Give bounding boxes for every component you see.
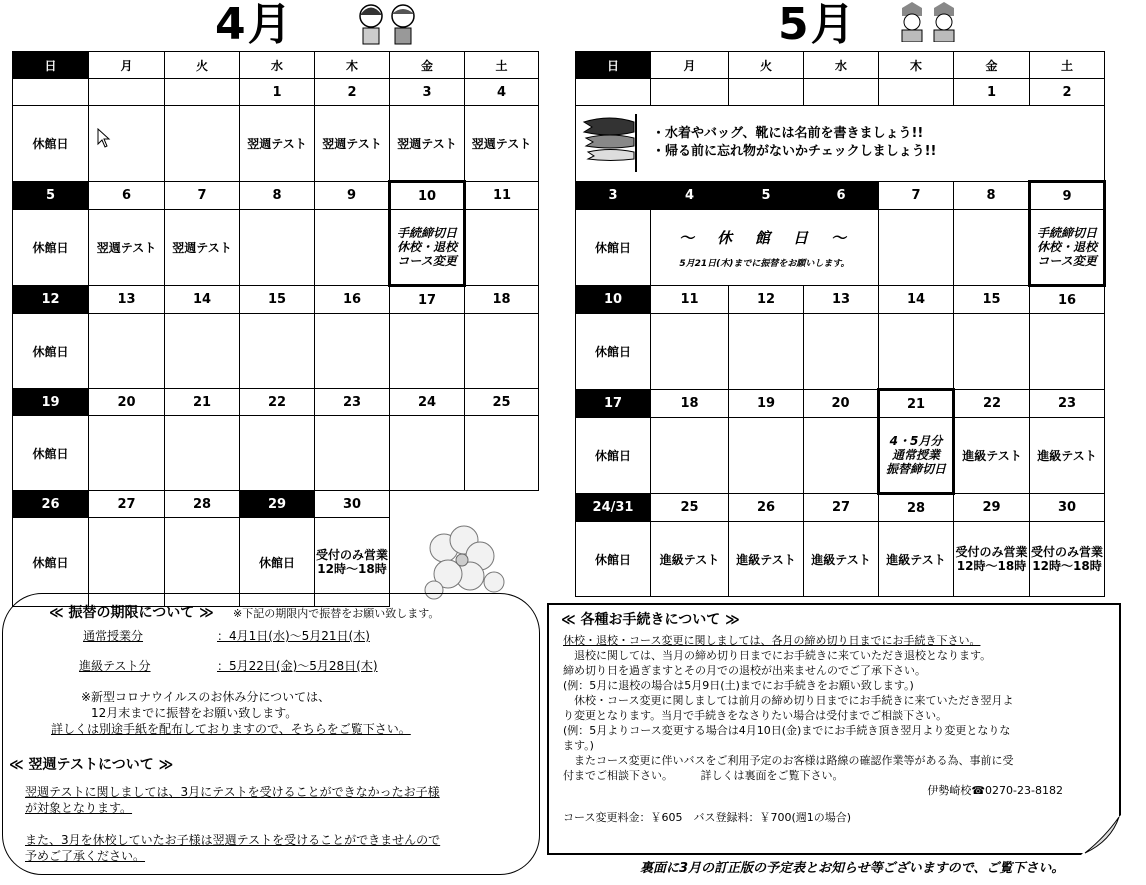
date-row	[576, 182, 1105, 210]
day-content: 進級テスト	[1030, 418, 1105, 494]
date-cell	[804, 79, 879, 106]
date-cell: 15	[954, 286, 1030, 314]
day-content: 休館日	[13, 416, 89, 491]
date-cell: 28	[879, 494, 954, 522]
day-content: 休館日	[576, 522, 651, 597]
flower-illustration-icon	[414, 518, 514, 604]
deadline-content: 4・5月分 通常授業 振替締切日	[879, 418, 954, 494]
row1-value: ：4月1日(水)～5月21日(木)	[217, 629, 370, 643]
test-note: また、3月を休校していたお子様は翌週テストを受けることができませんので	[25, 833, 441, 847]
date-cell: 11	[651, 286, 729, 314]
day-content: 休館日	[576, 210, 651, 286]
date-cell: 15	[240, 286, 315, 314]
procedure-line: 休校・退校・コース変更に関しましては、各月の締め切り日までにお手続き下さい。	[563, 634, 981, 647]
date-cell: 14	[879, 286, 954, 314]
day-content	[804, 418, 879, 494]
weekday-cell: 月	[651, 52, 729, 79]
empty-cell	[390, 491, 465, 518]
date-cell: 6	[804, 182, 879, 210]
weekday-cell: 木	[879, 52, 954, 79]
day-content: 休館日	[576, 314, 651, 390]
procedure-line: 付までご相談下さい。 詳しくは裏面をご覧下さい。	[563, 769, 844, 782]
day-content	[954, 210, 1030, 286]
day-content	[165, 314, 240, 389]
date-cell: 9	[1030, 182, 1105, 210]
day-content: 休館日	[576, 418, 651, 494]
deadline-content: 手続締切日 休校・退校 コース変更	[1030, 210, 1105, 286]
day-content: 翌週テスト	[390, 106, 465, 182]
date-cell: 29	[954, 494, 1030, 522]
date-cell: 8	[954, 182, 1030, 210]
date-cell: 5	[13, 182, 89, 210]
date-cell: 27	[89, 491, 165, 518]
content-row	[13, 314, 539, 389]
date-cell: 27	[804, 494, 879, 522]
procedure-line: 退校に関しては、当月の締め切り日までにお手続きに来ていただき退校となります。	[563, 649, 992, 662]
date-cell: 14	[165, 286, 240, 314]
date-cell: 11	[465, 182, 539, 210]
weekday-cell: 月	[89, 52, 165, 79]
date-cell: 12	[13, 286, 89, 314]
day-content	[89, 416, 165, 491]
procedure-line: ます。)	[563, 739, 594, 752]
date-row	[13, 491, 539, 518]
day-content: 翌週テスト	[315, 106, 390, 182]
date-cell: 13	[89, 286, 165, 314]
day-content	[165, 416, 240, 491]
date-cell: 9	[315, 182, 390, 210]
procedure-box	[547, 603, 1121, 855]
day-content: 休館日	[13, 314, 89, 389]
day-content	[240, 210, 315, 286]
date-cell: 10	[390, 182, 465, 210]
date-cell: 1	[240, 79, 315, 106]
fees-line: コース変更料金：￥605 バス登録料：￥700(週1の場合)	[563, 811, 852, 824]
date-cell: 5	[729, 182, 804, 210]
procedure-line: (例：5月よりコース変更する場合は4月10日(金)までにお手続き頂き翌月より変更となりな	[563, 724, 1011, 737]
day-content	[729, 314, 804, 390]
date-cell	[729, 79, 804, 106]
makeup-heading: ≪ 振替の期限について ≫	[49, 605, 214, 621]
procedure-line: またコース変更に伴いバスをご利用予定のお客様は路線の確認作業等がある為、事前に受	[563, 754, 1014, 767]
date-cell: 21	[879, 390, 954, 418]
day-content	[651, 418, 729, 494]
day-content	[879, 314, 954, 390]
day-content: 休館日	[13, 106, 89, 182]
date-cell: 16	[315, 286, 390, 314]
date-cell: 19	[729, 390, 804, 418]
test-heading: ≪ 翌週テストについて ≫	[9, 757, 174, 773]
notice-line: ・帰る前に忘れ物がないかチェックしましょう!!	[652, 144, 937, 159]
date-cell: 1	[954, 79, 1030, 106]
date-cell	[651, 79, 729, 106]
day-content	[240, 416, 315, 491]
may-calendar	[575, 51, 1106, 597]
may-title: 5月	[778, 0, 857, 50]
day-content	[729, 418, 804, 494]
date-cell: 28	[165, 491, 240, 518]
content-row	[13, 106, 539, 182]
notice-line: ・水着やバッグ、靴には名前を書きましょう!!	[652, 126, 924, 141]
day-content: 休館日	[240, 518, 315, 607]
may-weekday-row	[576, 52, 1105, 79]
day-content: 進級テスト	[879, 522, 954, 597]
day-content	[465, 210, 539, 286]
date-cell: 29	[240, 491, 315, 518]
children-illustration-icon	[355, 2, 421, 50]
weekday-cell: 日	[13, 52, 89, 79]
day-content	[89, 106, 165, 182]
date-cell: 17	[390, 286, 465, 314]
date-cell: 20	[89, 389, 165, 416]
page-curl-icon	[1081, 815, 1121, 855]
content-row	[576, 210, 1105, 286]
date-row	[13, 182, 539, 210]
day-content	[954, 314, 1030, 390]
day-content: 休館日	[13, 210, 89, 286]
procedure-heading: ≪ 各種お手続きについて ≫	[561, 612, 740, 628]
day-content: 翌週テスト	[89, 210, 165, 286]
date-cell: 18	[651, 390, 729, 418]
row2-value: ：5月22日(金)～5月28日(木)	[217, 659, 378, 673]
day-content	[1030, 314, 1105, 390]
date-cell: 4	[465, 79, 539, 106]
content-row	[576, 522, 1105, 597]
test-note: 予めご了承ください。	[25, 849, 146, 863]
test-note: が対象となります。	[25, 801, 133, 815]
day-content: 翌週テスト	[465, 106, 539, 182]
weekday-cell: 土	[465, 52, 539, 79]
content-row	[576, 418, 1105, 494]
date-cell: 6	[89, 182, 165, 210]
empty-cell	[465, 491, 539, 518]
day-content: 休館日	[13, 518, 89, 607]
procedure-line: (例：5月に退校の場合は5月9日(土)までにお手続きをお願い致します。)	[563, 679, 914, 692]
april-calendar	[12, 51, 539, 607]
date-cell: 25	[465, 389, 539, 416]
date-cell: 7	[165, 182, 240, 210]
carp-streamer-icon	[580, 112, 646, 174]
date-cell: 21	[165, 389, 240, 416]
day-content: 進級テスト	[651, 522, 729, 597]
notice-cell	[576, 106, 1105, 182]
corona-note: 詳しくは別途手紙を配布しておりますので、そちらをご覧下さい。	[51, 722, 411, 736]
date-cell: 10	[576, 286, 651, 314]
closed-period-cell	[651, 210, 879, 286]
procedure-line: り変更となります。当月で手続きをなさりたい場合は受付までご相談下さい。	[563, 709, 948, 722]
procedure-line: 締め切り日を過ぎますとその月での退校が出来ませんのでご了承下さい。	[563, 664, 926, 677]
date-cell	[576, 79, 651, 106]
dolls-illustration-icon	[898, 2, 960, 46]
date-cell: 30	[315, 491, 390, 518]
footer-note: 裏面に3月の訂正版の予定表とお知らせ等ございますので、ご覧下さい。	[640, 861, 1065, 876]
deadline-content: 手続締切日 休校・退校 コース変更	[390, 210, 465, 286]
date-cell: 2	[315, 79, 390, 106]
day-content: 翌週テスト	[165, 210, 240, 286]
date-cell: 19	[13, 389, 89, 416]
date-cell: 24	[390, 389, 465, 416]
date-row	[576, 494, 1105, 522]
date-cell: 25	[651, 494, 729, 522]
date-cell: 2	[1030, 79, 1105, 106]
makeup-heading-note: ※下記の期限内で振替をお願い致します。	[233, 607, 440, 620]
date-cell: 26	[729, 494, 804, 522]
closed-note: 5月21日(木)までに振替をお願いします。	[679, 258, 850, 269]
day-content	[465, 314, 539, 389]
date-cell: 3	[576, 182, 651, 210]
date-row	[576, 390, 1105, 418]
weekday-cell: 火	[165, 52, 240, 79]
mouse-cursor-icon	[97, 128, 111, 148]
day-content: 受付のみ営業 12時～18時	[954, 522, 1030, 597]
date-cell: 13	[804, 286, 879, 314]
day-content	[390, 416, 465, 491]
date-row	[13, 79, 539, 106]
april-title: 4月	[215, 0, 294, 50]
corona-note: ※新型コロナウイルスのお休み分については、	[81, 690, 331, 704]
procedure-text	[563, 633, 1103, 825]
date-cell: 22	[954, 390, 1030, 418]
day-content	[879, 210, 954, 286]
row2-label: 進級テスト分	[79, 659, 151, 673]
date-cell: 24/31	[576, 494, 651, 522]
weekday-cell: 金	[390, 52, 465, 79]
date-row	[576, 286, 1105, 314]
date-cell: 23	[315, 389, 390, 416]
date-row	[13, 389, 539, 416]
date-cell: 20	[804, 390, 879, 418]
day-content	[465, 416, 539, 491]
date-row	[576, 79, 1105, 106]
weekday-cell: 木	[315, 52, 390, 79]
date-cell: 3	[390, 79, 465, 106]
date-cell: 23	[1030, 390, 1105, 418]
weekday-cell: 土	[1030, 52, 1105, 79]
day-content	[315, 416, 390, 491]
weekday-cell: 金	[954, 52, 1030, 79]
date-cell: 18	[465, 286, 539, 314]
day-content: 進級テスト	[804, 522, 879, 597]
weekday-cell: 火	[729, 52, 804, 79]
content-row	[13, 210, 539, 286]
date-cell: 7	[879, 182, 954, 210]
day-content: 進級テスト	[954, 418, 1030, 494]
date-cell	[879, 79, 954, 106]
closed-banner: ～ 休 館 日 ～	[678, 228, 850, 247]
day-content	[390, 314, 465, 389]
weekday-cell: 水	[240, 52, 315, 79]
date-cell: 30	[1030, 494, 1105, 522]
day-content: 受付のみ営業 12時～18時	[1030, 522, 1105, 597]
test-note: 翌週テストに関しましては、3月にテストを受けることができなかったお子様	[25, 785, 440, 799]
day-content	[240, 314, 315, 389]
day-content: 進級テスト	[729, 522, 804, 597]
school-contact: 伊勢崎校☎0270-23-8182	[927, 784, 1063, 797]
date-cell: 12	[729, 286, 804, 314]
date-cell: 4	[651, 182, 729, 210]
date-cell: 17	[576, 390, 651, 418]
procedure-line: 休校・コース変更に関しましては前月の締め切り日までにお手続きに来ていただき翌月よ	[563, 694, 1014, 707]
weekday-cell: 日	[576, 52, 651, 79]
day-content	[165, 106, 240, 182]
corona-note: 12月末までに振替をお願い致します。	[91, 706, 298, 720]
date-cell	[13, 79, 89, 106]
day-content	[804, 314, 879, 390]
date-row	[13, 286, 539, 314]
date-cell: 16	[1030, 286, 1105, 314]
day-content: 受付のみ営業 12時～18時	[315, 518, 390, 607]
day-content	[315, 210, 390, 286]
day-content	[315, 314, 390, 389]
date-cell	[165, 79, 240, 106]
makeup-deadline-box	[2, 593, 540, 875]
day-content	[651, 314, 729, 390]
date-cell	[89, 79, 165, 106]
date-cell: 26	[13, 491, 89, 518]
day-content: 翌週テスト	[240, 106, 315, 182]
content-row	[576, 106, 1105, 182]
weekday-cell: 水	[804, 52, 879, 79]
row1-label: 通常授業分	[83, 629, 144, 643]
april-weekday-row	[13, 52, 539, 79]
content-row	[13, 416, 539, 491]
date-cell: 8	[240, 182, 315, 210]
content-row	[576, 314, 1105, 390]
date-cell: 22	[240, 389, 315, 416]
day-content	[89, 314, 165, 389]
